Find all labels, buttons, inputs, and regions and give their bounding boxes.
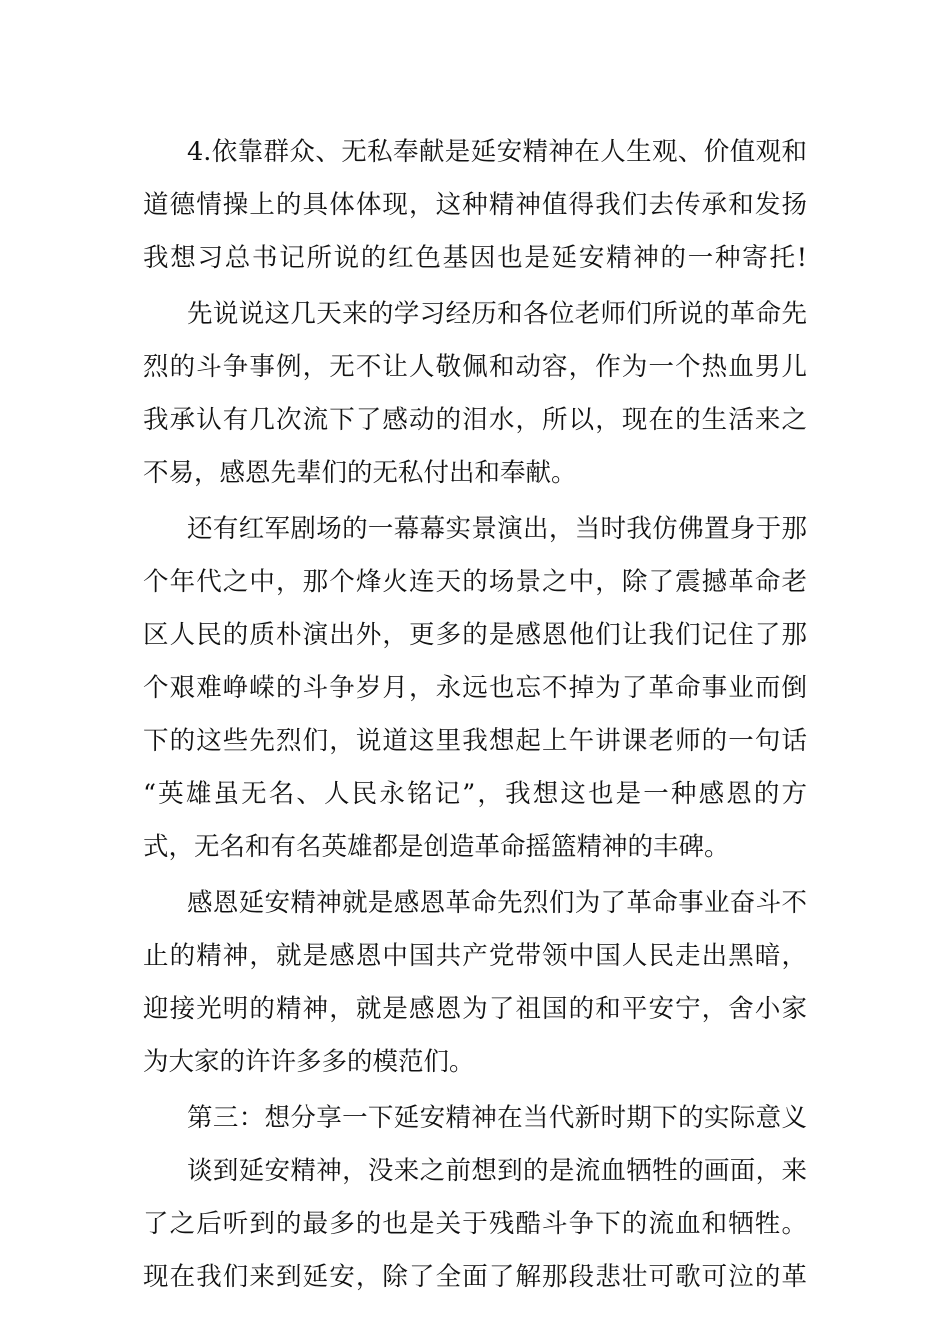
- text-line: 为大家的许许多多的模范们。: [143, 1047, 475, 1077]
- document-body: [143, 126, 807, 1304]
- text-line: 现在我们来到延安，除了全面了解那段悲壮可歌可泣的革: [143, 1262, 807, 1292]
- section-heading: 第三：想分享一下延安精神在当代新时期下的实际意义: [187, 1103, 807, 1133]
- text-line: 个艰难峥嵘的斗争岁月，永远也忘不掉为了革命事业而倒: [143, 673, 807, 703]
- text-line: 我想习总书记所说的红色基因也是延安精神的一种寄托!: [143, 243, 807, 273]
- text-line: 感恩延安精神就是感恩革命先烈们为了革命事业奋斗不: [187, 888, 807, 918]
- text-line: 我承认有几次流下了感动的泪水，所以，现在的生活来之: [143, 405, 807, 435]
- text-line: 先说说这几天来的学习经历和各位老师们所说的革命先: [187, 299, 807, 329]
- text-line: 4.依靠群众、无私奉献是延安精神在人生观、价值观和: [187, 137, 807, 167]
- text-line: 烈的斗争事例，无不让人敬佩和动容，作为一个热血男儿: [143, 352, 807, 382]
- text-line: 还有红军剧场的一幕幕实景演出，当时我仿佛置身于那: [187, 514, 807, 544]
- text-line: 不易，感恩先辈们的无私付出和奉献。: [143, 458, 577, 488]
- text-line: “英雄虽无名、人民永铭记”，我想这也是一种感恩的方: [143, 779, 807, 809]
- text-line: 谈到延安精神，没来之前想到的是流血牺牲的画面，来: [187, 1156, 807, 1186]
- text-line: 个年代之中，那个烽火连天的场景之中，除了震撼革命老: [143, 567, 807, 597]
- text-line: 式，无名和有名英雄都是创造革命摇篮精神的丰碑。: [143, 832, 730, 862]
- text-line: 道德情操上的具体体现，这种精神值得我们去传承和发扬: [143, 190, 807, 220]
- text-line: 止的精神，就是感恩中国共产党带领中国人民走出黑暗，: [143, 941, 807, 971]
- text-line: 区人民的质朴演出外，更多的是感恩他们让我们记住了那: [143, 620, 807, 650]
- text-line: 了之后听到的最多的也是关于残酷斗争下的流血和牺牲。: [143, 1209, 807, 1239]
- text-line: 迎接光明的精神，就是感恩为了祖国的和平安宁，舍小家: [143, 994, 807, 1024]
- text-line: 下的这些先烈们，说道这里我想起上午讲课老师的一句话: [143, 726, 807, 756]
